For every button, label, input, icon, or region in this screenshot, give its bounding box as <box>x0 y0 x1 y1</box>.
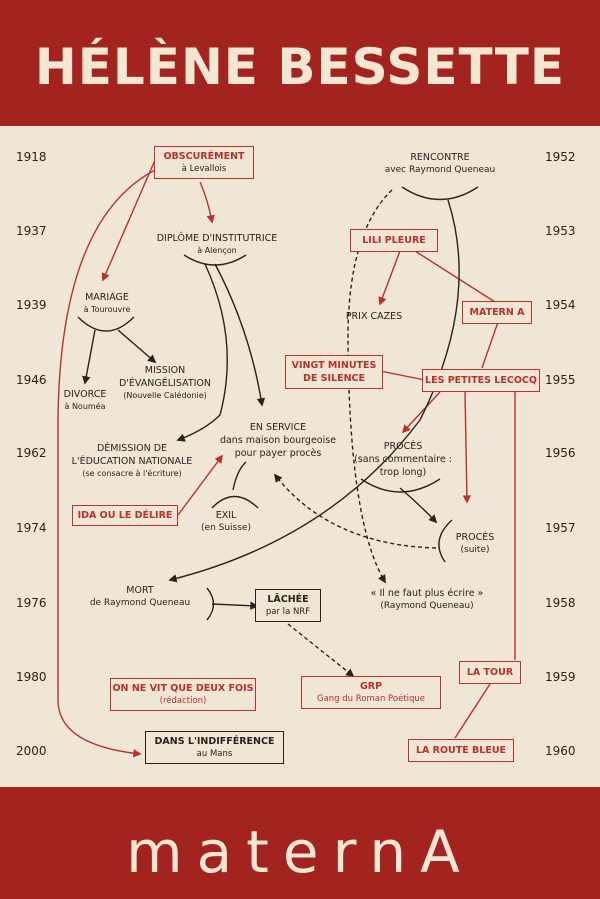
node-obscurement-sub: à Levallois <box>181 164 227 174</box>
node-demission <box>72 442 193 480</box>
edge-diplome-demission <box>178 264 227 440</box>
node-on-ne-vit <box>110 678 256 711</box>
edge-lecocq-proces1 <box>403 392 440 432</box>
bracket-mariage <box>78 317 134 331</box>
node-lecocq <box>422 369 540 392</box>
node-divorce <box>64 388 107 413</box>
edge-obscurement-mariage <box>103 160 155 280</box>
node-mission-sub: (Nouvelle Calédonie) <box>123 391 207 400</box>
node-lachee-title: LÂCHÉE <box>267 594 309 605</box>
node-proces1-line2: (sans commentaire : <box>354 454 452 465</box>
node-proces1-line3: trop long) <box>379 467 427 478</box>
bracket-exil <box>212 497 258 509</box>
page-title: HÉLÈNE BESSETTE <box>34 38 566 96</box>
node-rencontre <box>385 151 495 176</box>
node-route <box>408 739 514 762</box>
year-right-6: 1957 <box>545 521 576 535</box>
node-mort <box>90 584 190 609</box>
node-materna-title: MATERN A <box>469 307 525 318</box>
node-exil-title: EXIL <box>215 510 237 521</box>
node-quote-sub: (Raymond Queneau) <box>380 601 474 611</box>
node-vingt-title2: DE SILENCE <box>302 373 365 384</box>
year-right-5: 1956 <box>545 446 576 460</box>
node-grp-title: GRP <box>359 681 383 692</box>
node-mission-title2: D'ÉVANGÉLISATION <box>118 378 212 389</box>
node-diplome <box>157 232 278 257</box>
node-mariage-sub: à Tourouvre <box>83 305 131 314</box>
year-left-7: 1976 <box>16 596 47 610</box>
node-mort-sub: de Raymond Queneau <box>89 598 191 608</box>
node-proces2 <box>456 531 494 556</box>
node-indifference-sub: au Mans <box>196 749 233 759</box>
node-lecocq-title: LES PETITES LECOCQ <box>425 375 537 386</box>
edge-obscurement-diplome <box>200 182 212 222</box>
edge-proces2-service <box>275 475 436 548</box>
node-mission <box>119 364 211 402</box>
node-exil <box>201 509 251 534</box>
year-left-9: 2000 <box>16 744 47 758</box>
node-lachee-sub: par la NRF <box>265 607 311 617</box>
node-indifference <box>145 731 284 764</box>
node-diplome-title: DIPLÔME D'INSTITUTRICE <box>156 233 278 244</box>
node-divorce-title: DIVORCE <box>63 389 107 400</box>
node-vingt-title1: VINGT MINUTES <box>291 360 377 371</box>
year-right-7: 1958 <box>545 596 576 610</box>
node-proces2-sub: (suite) <box>460 545 490 555</box>
node-rencontre-sub: avec Raymond Queneau <box>384 165 496 175</box>
year-right-1: 1952 <box>545 150 576 164</box>
node-indifference-title: DANS L'INDIFFÉRENCE <box>154 736 275 747</box>
edge-diplome-service <box>215 264 262 405</box>
node-la-tour-title: LA TOUR <box>466 667 514 678</box>
node-mariage <box>84 291 131 316</box>
year-right-9: 1960 <box>545 744 576 758</box>
node-grp-sub: Gang du Roman Poétique <box>316 694 426 704</box>
node-la-tour <box>459 661 521 684</box>
node-divorce-sub: à Nouméa <box>64 402 106 411</box>
node-prix <box>346 310 402 323</box>
node-route-title: LA ROUTE BLEUE <box>415 745 507 756</box>
bracket-proces1 <box>361 479 440 492</box>
node-proces1-title: PROCÈS <box>383 441 423 452</box>
edge-latour-route <box>455 684 490 738</box>
node-ida <box>72 505 178 526</box>
node-en-service-title: EN SERVICE <box>249 422 307 433</box>
node-rencontre-title: RENCONTRE <box>410 152 470 163</box>
node-on-ne-vit-sub: (rédaction) <box>159 696 207 706</box>
year-left-4: 1946 <box>16 373 47 387</box>
edge-mariage-mission <box>118 330 155 362</box>
node-en-service <box>220 421 336 460</box>
node-on-ne-vit-title: ON NE VIT QUE DEUX FOIS <box>112 683 254 694</box>
edge-lili-prix <box>380 251 400 304</box>
edge-materna-lecocq <box>482 322 498 368</box>
node-prix-title: PRIX CAZES <box>345 311 403 322</box>
year-right-3: 1954 <box>545 298 576 312</box>
node-proces2-title: PROCÈS <box>455 532 495 543</box>
node-ida-title: IDA OU LE DÉLIRE <box>77 510 173 521</box>
year-right-4: 1955 <box>545 373 576 387</box>
bracket-rencontre <box>402 187 478 200</box>
node-lachee <box>255 589 321 622</box>
node-exil-sub: (en Suisse) <box>201 523 251 533</box>
year-left-8: 1980 <box>16 670 47 684</box>
bracket-proces2 <box>439 520 452 562</box>
edge-proces1-proces2 <box>400 488 436 522</box>
year-right-8: 1959 <box>545 670 576 684</box>
node-demission-sub: (se consacre à l'écriture) <box>82 469 182 478</box>
node-quote-title: « Il ne faut plus écrire » <box>370 588 484 599</box>
year-left-6: 1974 <box>16 521 47 535</box>
node-mariage-title: MARIAGE <box>85 292 129 303</box>
year-right-2: 1953 <box>545 224 576 238</box>
year-left-3: 1939 <box>16 298 47 312</box>
year-left-1: 1918 <box>16 150 47 164</box>
edge-lili-materna <box>415 251 495 302</box>
node-proces1 <box>354 440 452 479</box>
node-quote <box>371 587 484 612</box>
node-en-service-line2: dans maison bourgeoise <box>219 435 337 446</box>
node-materna <box>462 301 532 324</box>
edge-mort-lachee <box>212 604 257 606</box>
edge-lachee-grp <box>288 624 353 676</box>
node-obscurement-title: OBSCURÉMENT <box>163 151 245 162</box>
node-mission-title1: MISSION <box>144 365 186 376</box>
edge-lecocq-proces2 <box>465 392 467 502</box>
node-en-service-line3: pour payer procès <box>234 448 322 459</box>
node-mort-title: MORT <box>126 585 154 596</box>
node-lili-title: LILI PLEURE <box>362 235 426 246</box>
node-demission-title2: L'ÉDUCATION NATIONALE <box>71 456 193 467</box>
node-vingt <box>285 355 383 389</box>
year-left-2: 1937 <box>16 224 47 238</box>
node-obscurement <box>154 146 254 179</box>
brand-logo-text: maternA <box>126 818 474 886</box>
edge-mariage-divorce <box>85 330 95 383</box>
node-demission-title1: DÉMISSION DE <box>96 443 168 454</box>
node-grp <box>301 676 441 709</box>
node-diplome-sub: à Alençon <box>197 246 237 255</box>
year-left-5: 1962 <box>16 446 47 460</box>
edge-exil-service <box>233 462 246 490</box>
node-lili <box>350 229 438 252</box>
